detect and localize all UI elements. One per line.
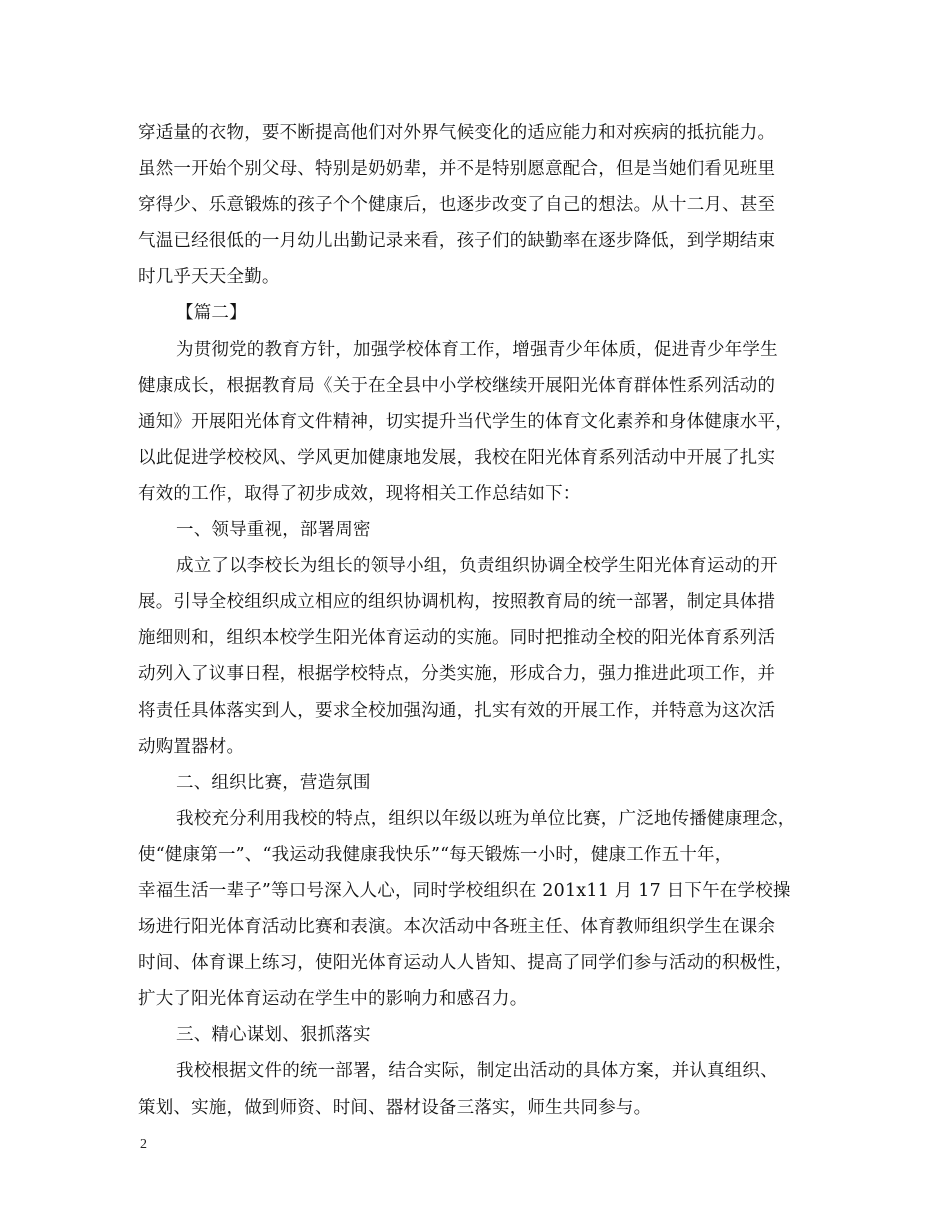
- body-line: 穿得少、乐意锻炼的孩子个个健康后，也逐步改变了自己的想法。从十二月、甚至: [138, 195, 776, 216]
- body-line: 时几乎天天全勤。: [138, 267, 280, 288]
- section-heading-part-two: 【篇二】: [176, 303, 247, 324]
- body-line: 幸福生活一辈子”等口号深入人心，同时学校组织在 201x11 月 17 日下午在学校操: [138, 880, 791, 901]
- body-line: 气温已经很低的一月幼儿出勤记录来看，孩子们的缺勤率在逐步降低，到学期结束: [138, 231, 776, 252]
- body-line: 将责任具体落实到人，要求全校加强沟通，扎实有效的开展工作，并特意为这次活: [138, 700, 776, 721]
- body-line: 虽然一开始个别父母、特别是奶奶辈，并不是特别愿意配合，但是当她们看见班里: [138, 159, 776, 180]
- body-line: 扩大了阳光体育运动在学生中的影响力和感召力。: [138, 989, 528, 1010]
- subheading-three: 三、精心谋划、狠抓落实: [176, 1025, 371, 1046]
- body-line: 展。引导全校组织成立相应的组织协调机构，按照教育局的统一部署，制定具体措: [138, 592, 776, 613]
- subheading-one: 一、领导重视，部署周密: [176, 520, 371, 541]
- body-line: 健康成长，根据教育局《关于在全县中小学校继续开展阳光体育群体性系列活动的: [138, 375, 776, 396]
- page-number: 2: [140, 1137, 147, 1152]
- body-line: 我校充分利用我校的特点，组织以年级以班为单位比赛，广泛地传播健康理念，: [176, 808, 796, 829]
- document-body: [138, 115, 818, 1126]
- body-line: 施细则和，组织本校学生阳光体育运动的实施。同时把推动全校的阳光体育系列活: [138, 628, 776, 649]
- body-line: 动购置器材。: [138, 736, 245, 757]
- body-line: 以此促进学校校风、学风更加健康地发展，我校在阳光体育系列活动中开展了扎实: [138, 447, 776, 468]
- body-line: 为贯彻党的教育方针，加强学校体育工作，增强青少年体质，促进青少年学生: [176, 339, 778, 360]
- body-line: 策划、实施，做到师资、时间、器材设备三落实，师生共同参与。: [138, 1097, 652, 1118]
- body-line: 动列入了议事日程，根据学校特点，分类实施，形成合力，强力推进此项工作，并: [138, 664, 776, 685]
- subheading-two: 二、组织比赛，营造氛围: [176, 772, 371, 793]
- body-line: 我校根据文件的统一部署，结合实际，制定出活动的具体方案，并认真组织、: [176, 1061, 778, 1082]
- body-line: 时间、体育课上练习，使阳光体育运动人人皆知、提高了同学们参与活动的积极性，: [138, 953, 793, 974]
- body-line: 场进行阳光体育活动比赛和表演。本次活动中各班主任、体育教师组织学生在课余: [138, 917, 776, 938]
- body-line: 通知》开展阳光体育文件精神，切实提升当代学生的体育文化素养和身体健康水平，: [138, 411, 793, 432]
- body-line: 穿适量的衣物，要不断提高他们对外界气候变化的适应能力和对疾病的抵抗能力。: [138, 123, 776, 143]
- body-line: 成立了以李校长为组长的领导小组，负责组织协调全校学生阳光体育运动的开: [176, 556, 778, 577]
- body-line: 使“健康第一”、“我运动我健康我快乐”“每天锻炼一小时，健康工作五十年，: [138, 844, 733, 865]
- body-line: 有效的工作，取得了初步成效，现将相关工作总结如下：: [138, 483, 581, 504]
